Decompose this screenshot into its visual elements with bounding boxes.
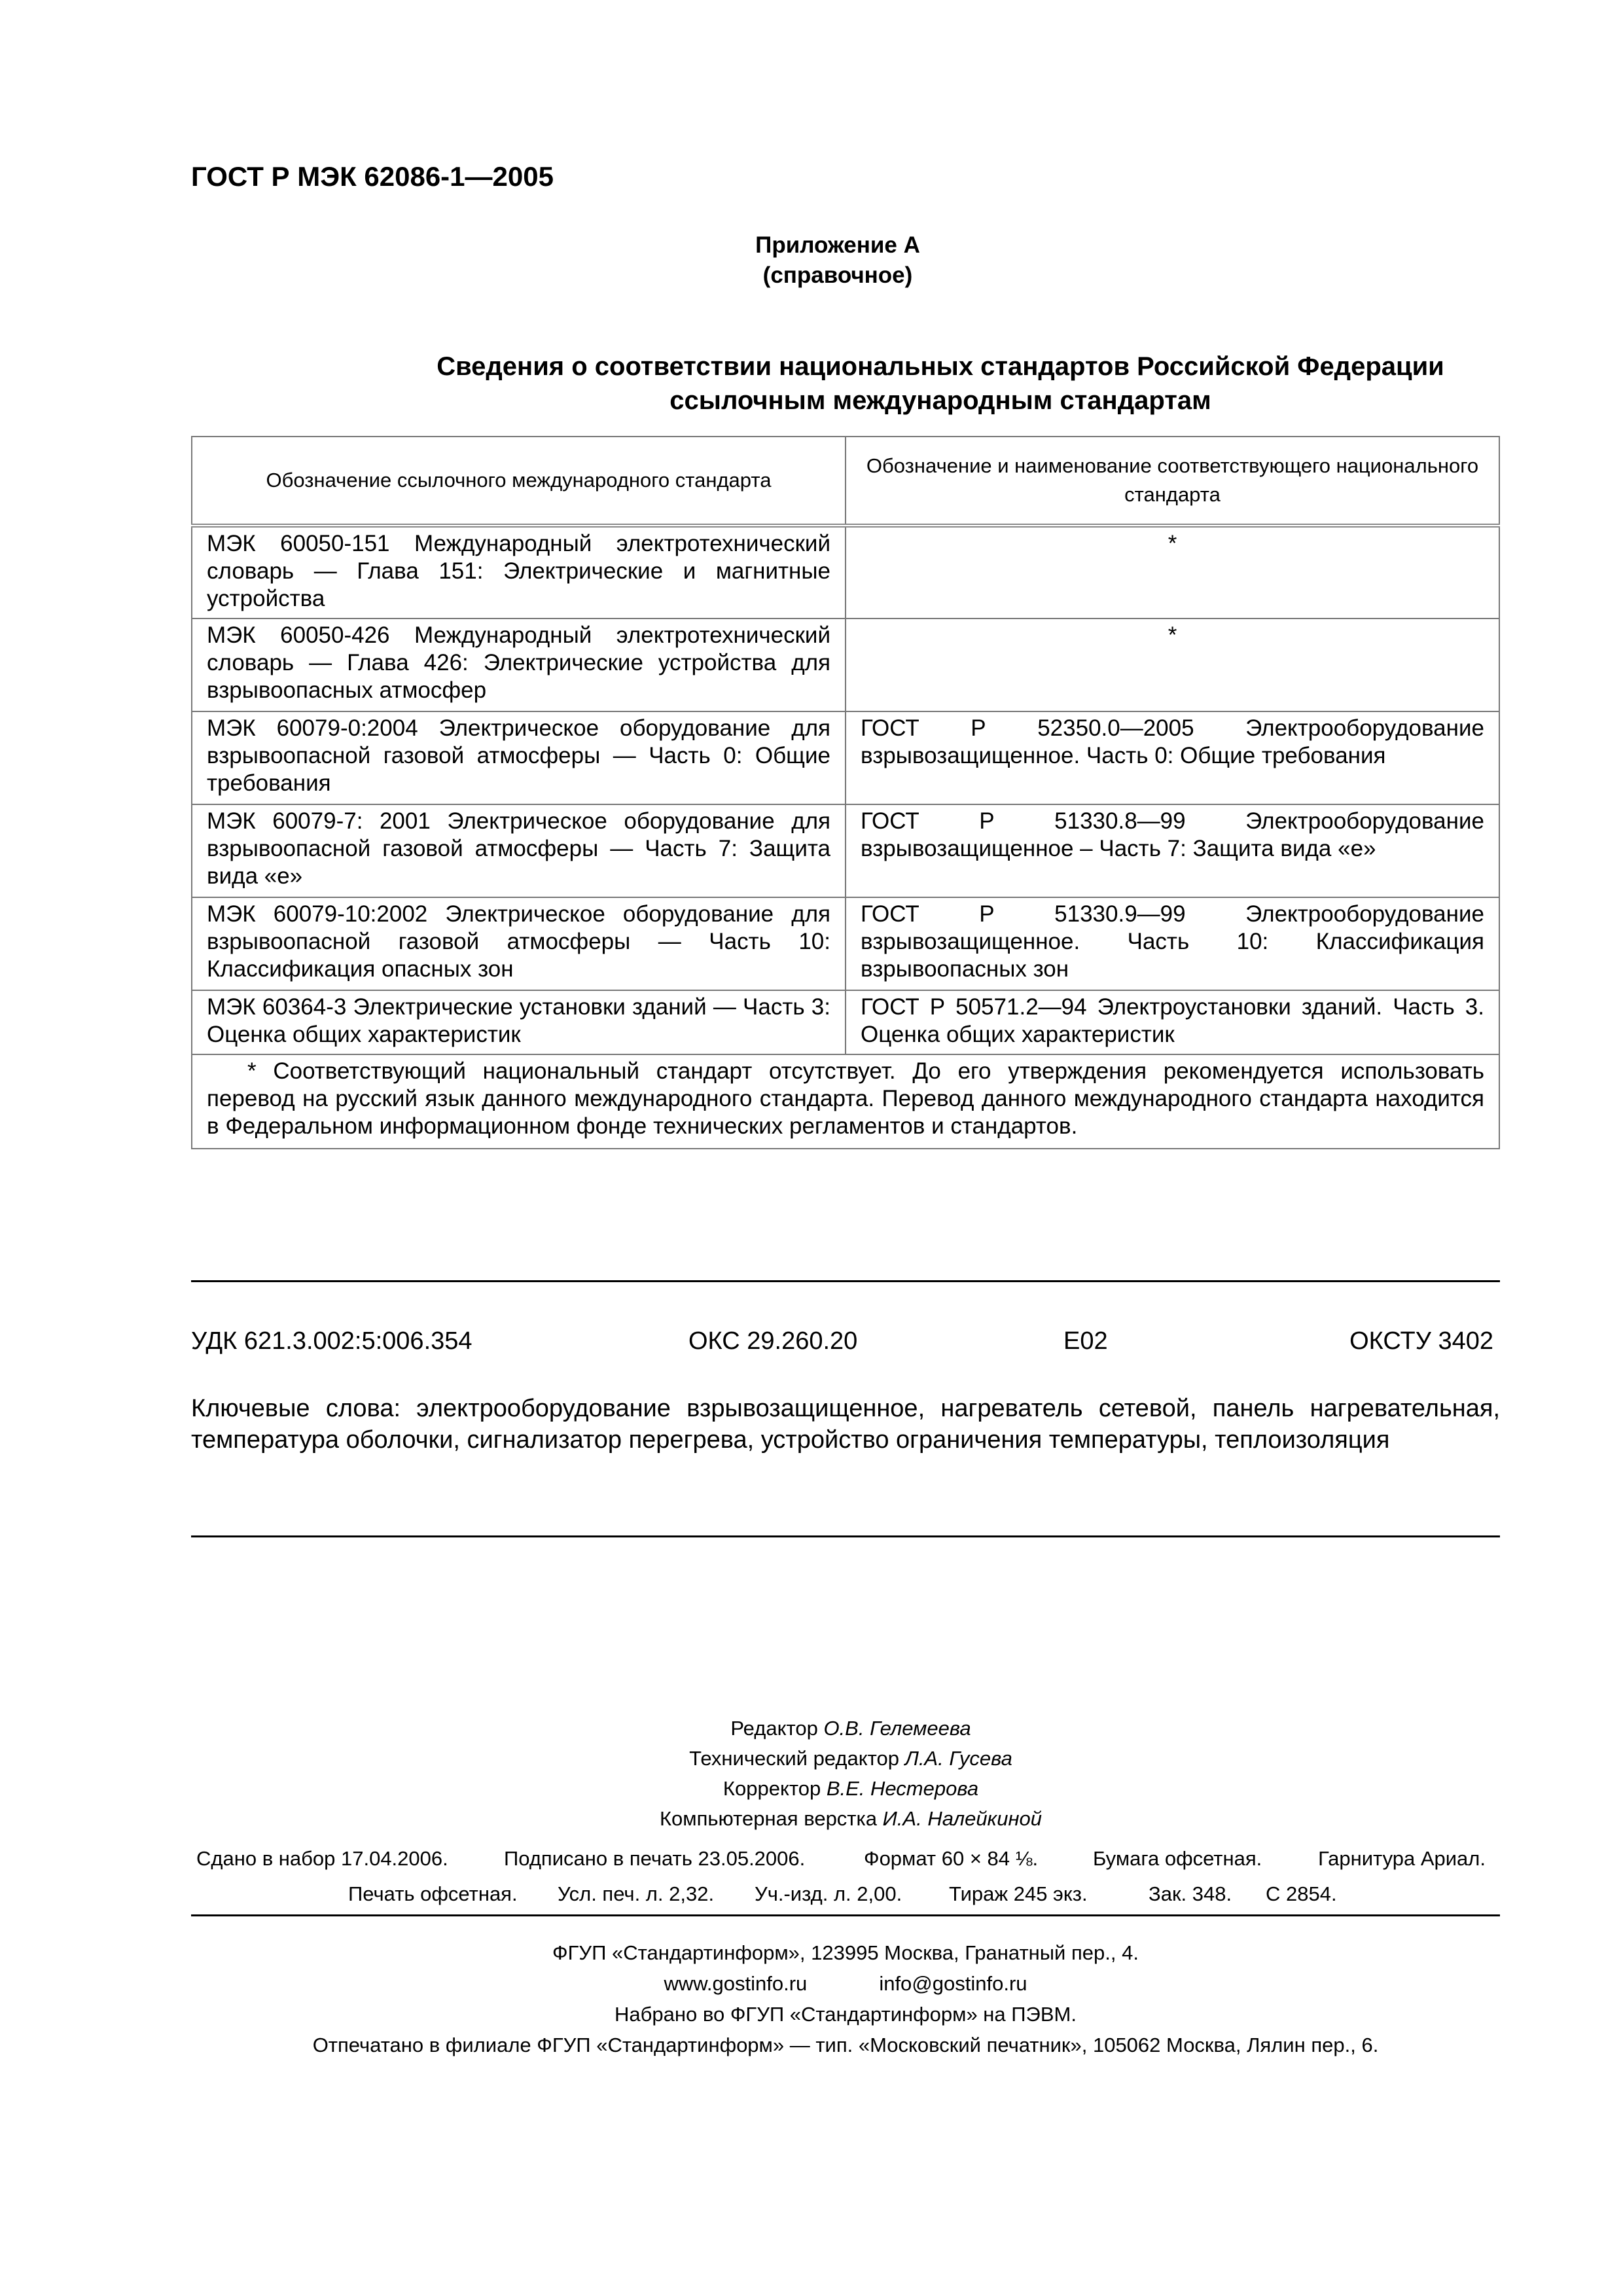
website-link[interactable]: www.gostinfo.ru — [664, 1972, 808, 1995]
national-standard-cell: ГОСТ Р 52350.0—2005 Электрооборудование взрывозащищенное. Часть 0: Общие требования — [846, 711, 1499, 804]
divider — [191, 1535, 1500, 1537]
email-link[interactable]: info@gostinfo.ru — [879, 1972, 1027, 1995]
tech-editor-name: Л.А. Гусева — [904, 1747, 1012, 1770]
national-standard-cell: ГОСТ Р 50571.2—94 Электроустановки зданий. Часть 3. Оценка общих характеристик — [846, 990, 1499, 1054]
print-run: Тираж 245 экз. — [949, 1882, 1088, 1905]
c-number: С 2854. — [1266, 1882, 1337, 1905]
table-row — [192, 897, 1499, 990]
editor-label: Редактор — [730, 1717, 818, 1740]
publisher-sheets: Уч.-изд. л. 2,00. — [755, 1882, 902, 1905]
table-footnote: * Соответствующий национальный стандарт отсутствует. До его утверждения рекомендуется использовать перевод на русский язык данного международного стандарта. Перевод данного международного стандарта находится в Федеральном информационном фонде технических регламентов и стандартов. — [207, 1058, 1484, 1139]
layout-line — [589, 1804, 1113, 1834]
tech-editor-label: Технический редактор — [689, 1747, 899, 1770]
keywords: Ключевые слова: электрооборудование взрывозащищенное, нагреватель сетевой, панель нагревательная, температура оболочки, сигнализатор перегрева, устройство ограничения температуры, теплоизоляция — [191, 1395, 1500, 1454]
printing-house: Отпечатано в филиале ФГУП «Стандартинформ» — тип. «Московский печатник», 105062 Москва, Лялин пер., 6. — [312, 2034, 1379, 2056]
format: Формат 60 × 84 ⅛. — [864, 1847, 1039, 1870]
editor-line — [589, 1713, 1113, 1744]
annex-title-block — [0, 230, 1623, 291]
order-number: Зак. 348. — [1149, 1882, 1232, 1905]
table-row — [192, 619, 1499, 711]
sent-date: Сдано в набор 17.04.2006. — [196, 1847, 448, 1870]
annex-kind: (справочное) — [762, 262, 913, 288]
publisher-address: ФГУП «Стандартинформ», 123995 Москва, Гранатный пер., 4. — [552, 1941, 1139, 1964]
column-header-national: Обозначение и наименование соответствующего национального стандарта — [846, 437, 1499, 526]
intl-standard-cell: МЭК 60364-3 Электрические установки зданий — Часть 3: Оценка общих характеристик — [192, 990, 846, 1054]
national-standard-cell: * — [846, 526, 1499, 619]
intl-standard-cell: МЭК 60079-10:2002 Электрическое оборудование для взрывоопасной газовой атмосферы — Часть 10: Классификация опасных зон — [192, 897, 846, 990]
proofreader-label: Корректор — [722, 1777, 821, 1800]
printed-sheets: Усл. печ. л. 2,32. — [558, 1882, 715, 1905]
national-standard-cell: * — [846, 619, 1499, 711]
proofreader-line — [589, 1774, 1113, 1804]
typeface: Гарнитура Ариал. — [1318, 1847, 1486, 1870]
column-header-international: Обозначение ссылочного международного стандарта — [192, 437, 846, 526]
oks-code: ОКС 29.260.20 — [688, 1327, 858, 1355]
heading-line-1: Сведения о соответствии национальных стандартов Российской Федерации — [437, 352, 1444, 381]
heading-line-2: ссылочным международным стандартам — [669, 386, 1211, 415]
typesetting-note: Набрано во ФГУП «Стандартинформ» на ПЭВМ. — [615, 2003, 1077, 2026]
okstu-code: ОКСТУ 3402 — [1349, 1327, 1493, 1355]
section-heading — [191, 350, 1623, 418]
table-row — [192, 990, 1499, 1054]
layout-name: И.А. Налейкиной — [882, 1807, 1042, 1830]
table-footnote-row — [192, 1054, 1499, 1149]
divider — [191, 1914, 1500, 1916]
table-row — [192, 711, 1499, 804]
intl-standard-cell: МЭК 60079-0:2004 Электрическое оборудование для взрывоопасной газовой атмосферы — Часть 0: Общие требования — [192, 711, 846, 804]
intl-standard-cell: МЭК 60079-7: 2001 Электрическое оборудование для взрывоопасной газовой атмосферы — Часть 7: Защита вида «е» — [192, 804, 846, 897]
intl-standard-cell: МЭК 60050-151 Международный электротехнический словарь — Глава 151: Электрические и магнитные устройства — [192, 526, 846, 619]
udk-code: УДК 621.3.002:5:006.354 — [191, 1327, 473, 1355]
standards-correspondence-table — [191, 436, 1500, 1149]
proofreader-name: В.Е. Нестерова — [826, 1777, 979, 1800]
publisher-contacts — [191, 1968, 1500, 1999]
layout-label: Компьютерная верстка — [660, 1807, 877, 1830]
editor-name: О.В. Гелемеева — [823, 1717, 971, 1740]
print-method: Печать офсетная. — [348, 1882, 518, 1905]
table-row — [192, 526, 1499, 619]
signed-date: Подписано в печать 23.05.2006. — [504, 1847, 806, 1870]
table-row — [192, 804, 1499, 897]
national-standard-cell: ГОСТ Р 51330.8—99 Электрооборудование взрывозащищенное – Часть 7: Защита вида «е» — [846, 804, 1499, 897]
category-code: Е02 — [1063, 1327, 1108, 1355]
intl-standard-cell: МЭК 60050-426 Международный электротехнический словарь — Глава 426: Электрические устройства для взрывоопасных атмосфер — [192, 619, 846, 711]
national-standard-cell: ГОСТ Р 51330.9—99 Электрооборудование взрывозащищенное. Часть 10: Классификация взрывоопасных зон — [846, 897, 1499, 990]
table-header-row — [192, 437, 1499, 526]
document-code: ГОСТ Р МЭК 62086-1—2005 — [191, 161, 554, 192]
divider — [191, 1280, 1500, 1282]
annex-title: Приложение А — [755, 232, 920, 258]
tech-editor-line — [589, 1744, 1113, 1774]
editorial-staff — [589, 1713, 1113, 1834]
printer-info — [191, 1937, 1500, 2060]
paper: Бумага офсетная. — [1093, 1847, 1262, 1870]
